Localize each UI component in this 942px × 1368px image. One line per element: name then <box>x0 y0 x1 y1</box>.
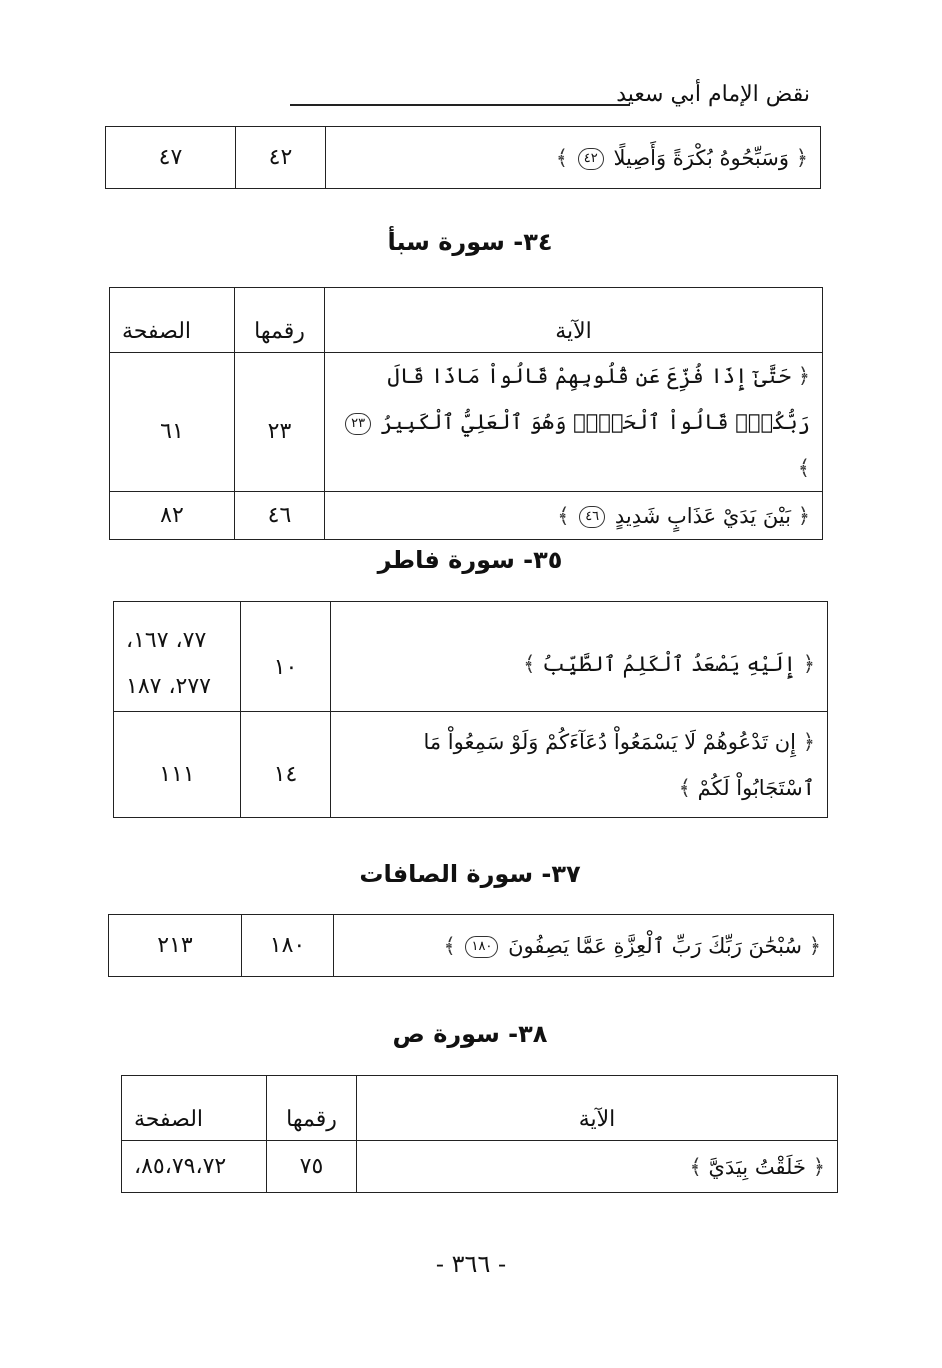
table-row <box>114 602 828 712</box>
header-number: رقمها <box>267 1076 357 1141</box>
verse-text: إِن تَدْعُوهُمْ لَا يَسْمَعُواْ دُعَآءَكُمْ وَلَوْ سَمِعُواْ مَا ٱسْتَجَابُواْ لَكُمْ <box>423 729 815 800</box>
section-heading-38: ٣٨- سورة ص <box>392 1020 548 1048</box>
ayah-number-badge: ٤٢ <box>578 148 604 170</box>
section-heading-37: ٣٧- سورة الصافات <box>359 860 581 888</box>
header-page: الصفحة <box>110 288 235 353</box>
page-line: ٧٧، ١٦٧، <box>126 627 207 653</box>
verse-open-ornament: ﴿ <box>795 145 808 170</box>
table-continuation <box>105 126 821 189</box>
verse-text: حَتَّىٰٓ إِذَا فُزِّعَ عَن قُلُوبِهِمْ قَالُواْ مَاذَا قَالَ رَبُّكُمْۖ قَالُواْ ٱلْحَقَّۖ وَهُوَ ٱلْعَلِيُّ ٱلْكَبِيرُ <box>380 364 810 434</box>
ayah-number-badge: ٤٦ <box>579 506 605 528</box>
table-section-38 <box>121 1075 838 1193</box>
verse-cell <box>331 712 828 818</box>
verse-open-ornament: ﴿ <box>812 1154 825 1179</box>
verse-number-cell: ٧٥ <box>267 1141 357 1193</box>
table-header-row <box>122 1076 838 1141</box>
verse-text: بَيْنَ يَدَيْ عَذَابٍ شَدِيدٍ <box>614 503 791 528</box>
running-head <box>290 78 810 118</box>
header-number: رقمها <box>235 288 325 353</box>
page-cell: ٦١ <box>110 353 235 492</box>
verse-close-ornament: ﴾ <box>678 775 691 800</box>
verse-text: سُبْحَٰنَ رَبِّكَ رَبِّ ٱلْعِزَّةِ عَمَّا يَصِفُونَ <box>508 933 802 958</box>
verse-open-ornament: ﴿ <box>797 503 810 528</box>
page-cell <box>114 602 241 712</box>
verse-text: خَلَقْتُ بِيَدَيَّ <box>708 1154 806 1179</box>
verse-open-ornament: ﴿ <box>797 364 810 388</box>
table-row <box>110 353 823 492</box>
table-section-37 <box>108 914 834 977</box>
table-row <box>122 1141 838 1193</box>
verse-close-ornament: ﴾ <box>689 1154 702 1179</box>
verse-number-cell: ٤٦ <box>235 492 325 540</box>
table-section-35 <box>113 601 828 818</box>
page-line: ٢٧٧، ١٨٧ <box>126 673 211 699</box>
page-cell: ٨٢ <box>110 492 235 540</box>
verse-cell <box>325 492 823 540</box>
verse-close-ornament: ﴾ <box>557 503 570 528</box>
verse-close-ornament: ﴾ <box>523 651 536 676</box>
section-heading-35: ٣٥- سورة فاطر <box>377 546 563 574</box>
verse-close-ornament: ﴾ <box>443 933 456 958</box>
running-head-title: نقض الإمام أبي سعيد <box>616 82 810 107</box>
running-head-rule <box>290 104 630 106</box>
page-cell: ٢١٣ <box>109 915 242 977</box>
verse-cell <box>325 353 823 492</box>
table-row <box>110 492 823 540</box>
verse-cell <box>331 602 828 712</box>
header-verse: الآية <box>357 1076 838 1141</box>
verse-number-cell: ١٠ <box>241 602 331 712</box>
verse-cell <box>334 915 834 977</box>
verse-close-ornament: ﴾ <box>797 456 810 480</box>
verse-number-cell: ١٤ <box>241 712 331 818</box>
verse-cell <box>326 127 821 189</box>
page-number: - ٣٦٦ - <box>435 1250 507 1278</box>
section-heading-34: ٣٤- سورة سبأ <box>387 228 553 256</box>
verse-number-cell: ١٨٠ <box>242 915 334 977</box>
verse-close-ornament: ﴾ <box>555 145 569 170</box>
page-cell: ٨٥،٧٩،٧٢، <box>122 1141 267 1193</box>
header-page: الصفحة <box>122 1076 267 1141</box>
verse-open-ornament: ﴿ <box>808 933 821 958</box>
table-header-row <box>110 288 823 353</box>
verse-number-cell: ٢٣ <box>235 353 325 492</box>
verse-text: إِلَيْهِ يَصْعَدُ ٱلْكَلِمُ ٱلطَّيِّبُ <box>542 651 796 676</box>
header-verse: الآية <box>325 288 823 353</box>
verse-number-cell: ٤٢ <box>236 127 326 189</box>
verse-text: وَسَبِّحُوهُ بُكْرَةً وَأَصِيلًا <box>613 145 789 170</box>
table-row <box>109 915 834 977</box>
ayah-number-badge: ١٨٠ <box>465 936 498 958</box>
table-row <box>106 127 821 189</box>
page-cell: ١١١ <box>114 712 241 818</box>
verse-open-ornament: ﴿ <box>802 651 815 676</box>
verse-open-ornament: ﴿ <box>802 729 815 754</box>
page-cell: ٤٧ <box>106 127 236 189</box>
ayah-number-badge: ٢٣ <box>345 413 371 435</box>
table-row <box>114 712 828 818</box>
verse-cell <box>357 1141 838 1193</box>
table-section-34 <box>109 287 823 540</box>
